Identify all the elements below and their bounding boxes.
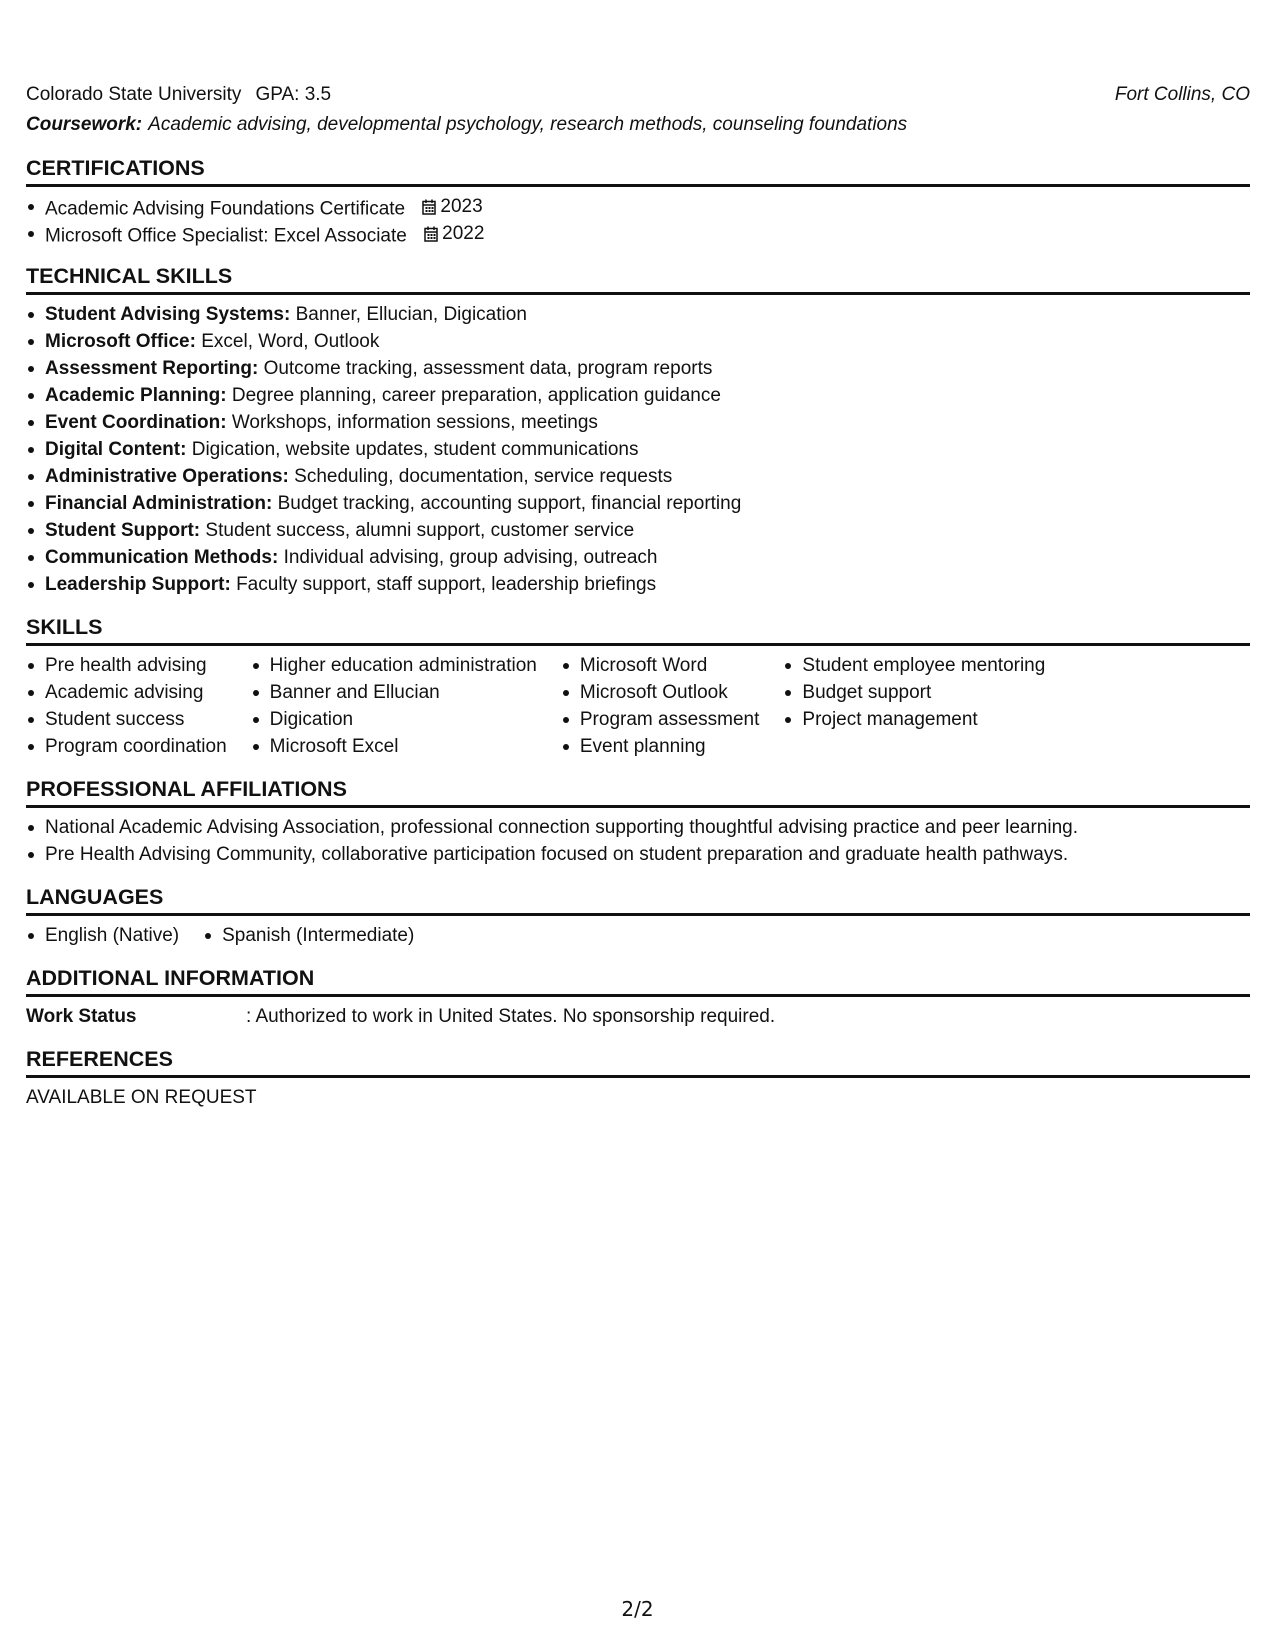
resume-page: [26, 79, 1250, 1111]
skill-label: Student Support:: [45, 520, 201, 541]
list-item: Microsoft Outlook: [561, 679, 760, 706]
skill-value: Excel, Word, Outlook: [201, 331, 380, 352]
list-item: Digication: [251, 706, 537, 733]
skill-value: Scheduling, documentation, service requests: [294, 466, 673, 487]
skill-value: Digication, website updates, student communications: [191, 439, 639, 460]
references-section: [26, 1044, 1250, 1111]
work-status-value: : Authorized to work in United States. No sponsorship required.: [246, 1006, 776, 1027]
languages-title: LANGUAGES: [26, 882, 1250, 916]
list-item: [26, 382, 1250, 409]
list-item: [26, 517, 1250, 544]
skill-label: Financial Administration:: [45, 493, 273, 514]
list-item: Budget support: [783, 679, 1045, 706]
school-location: Fort Collins, CO: [1114, 83, 1250, 105]
list-item: [26, 193, 1250, 220]
skills-column: [26, 652, 227, 760]
list-item: [26, 490, 1250, 517]
certification-name: Academic Advising Foundations Certificate: [45, 198, 406, 220]
list-item: Microsoft Word: [561, 652, 760, 679]
list-item: [26, 544, 1250, 571]
skill-value: Student success, alumni support, customer service: [205, 520, 635, 541]
skill-label: Event Coordination:: [45, 412, 227, 433]
skills-grid: [26, 652, 1250, 760]
list-item: Pre Health Advising Community, collaborative participation focused on student preparation and graduate health pathways.: [26, 841, 1250, 868]
skill-value: Workshops, information sessions, meetings: [231, 412, 598, 433]
calendar-icon: [424, 226, 438, 242]
skill-value: Degree planning, career preparation, application guidance: [231, 385, 721, 406]
technical-skills-title: TECHNICAL SKILLS: [26, 261, 1250, 295]
skill-label: Communication Methods:: [45, 547, 279, 568]
list-item: [26, 571, 1250, 598]
list-item: English (Native): [26, 922, 179, 949]
gpa: GPA: 3.5: [255, 83, 332, 105]
list-item: Student success: [26, 706, 227, 733]
skills-title: SKILLS: [26, 612, 1250, 646]
calendar-icon: [422, 199, 436, 215]
work-status-row: [26, 1003, 1250, 1030]
list-item: Pre health advising: [26, 652, 227, 679]
list-item: [26, 220, 1250, 247]
skill-value: Faculty support, staff support, leadership briefings: [236, 574, 657, 595]
list-item: [26, 355, 1250, 382]
list-item: [26, 436, 1250, 463]
coursework: [26, 109, 1250, 139]
certification-year: 2022: [442, 223, 485, 244]
skill-label: Student Advising Systems:: [45, 304, 291, 325]
certifications-section: [26, 153, 1250, 247]
list-item: Project management: [783, 706, 1045, 733]
languages-list: [26, 922, 1250, 949]
list-item: Higher education administration: [251, 652, 537, 679]
certification-date: [422, 193, 482, 220]
list-item: Academic advising: [26, 679, 227, 706]
list-item: Student employee mentoring: [783, 652, 1045, 679]
skills-column: [251, 652, 537, 760]
references-text: AVAILABLE ON REQUEST: [26, 1087, 257, 1108]
languages-section: [26, 882, 1250, 949]
certification-date: [424, 220, 484, 247]
certifications-title: CERTIFICATIONS: [26, 153, 1250, 187]
skill-value: Budget tracking, accounting support, financial reporting: [277, 493, 742, 514]
education-left: [26, 81, 331, 108]
school-name: Colorado State University: [26, 83, 242, 105]
skills-section: [26, 612, 1250, 760]
skill-label: Leadership Support:: [45, 574, 231, 595]
list-item: Program assessment: [561, 706, 760, 733]
list-item: [26, 301, 1250, 328]
skill-value: Banner, Ellucian, Digication: [295, 304, 527, 325]
technical-skills-section: [26, 261, 1250, 598]
certification-name: Microsoft Office Specialist: Excel Associate: [45, 225, 407, 247]
work-status-label: Work Status: [26, 1006, 137, 1027]
skills-column: [783, 652, 1045, 760]
certifications-list: [26, 193, 1250, 247]
list-item: Event planning: [561, 733, 760, 760]
list-item: Banner and Ellucian: [251, 679, 537, 706]
additional-info-section: [26, 963, 1250, 1030]
page-number: 2/2: [621, 1597, 654, 1621]
skill-label: Digital Content:: [45, 439, 187, 460]
list-item: Program coordination: [26, 733, 227, 760]
list-item: [26, 409, 1250, 436]
skill-label: Microsoft Office:: [45, 331, 196, 352]
affiliations-title: PROFESSIONAL AFFILIATIONS: [26, 774, 1250, 808]
coursework-list: Academic advising, developmental psychology, research methods, counseling foundations: [148, 113, 908, 135]
skill-label: Assessment Reporting:: [45, 358, 259, 379]
affiliations-section: [26, 774, 1250, 868]
technical-skills-list: [26, 301, 1250, 598]
additional-info-title: ADDITIONAL INFORMATION: [26, 963, 1250, 997]
references-title: REFERENCES: [26, 1044, 1250, 1078]
list-item: [26, 328, 1250, 355]
skill-label: Administrative Operations:: [45, 466, 289, 487]
skill-value: Outcome tracking, assessment data, program reports: [263, 358, 713, 379]
affiliations-list: [26, 814, 1250, 868]
coursework-label: Coursework:: [26, 113, 143, 135]
skill-value: Individual advising, group advising, outreach: [283, 547, 658, 568]
education-row: [26, 79, 1250, 109]
skill-label: Academic Planning:: [45, 385, 227, 406]
list-item: Microsoft Excel: [251, 733, 537, 760]
list-item: [26, 463, 1250, 490]
certification-year: 2023: [440, 196, 483, 217]
skills-column: [561, 652, 760, 760]
list-item: National Academic Advising Association, professional connection supporting thoughtful advising practice and peer learning.: [26, 814, 1250, 841]
list-item: Spanish (Intermediate): [203, 922, 414, 949]
